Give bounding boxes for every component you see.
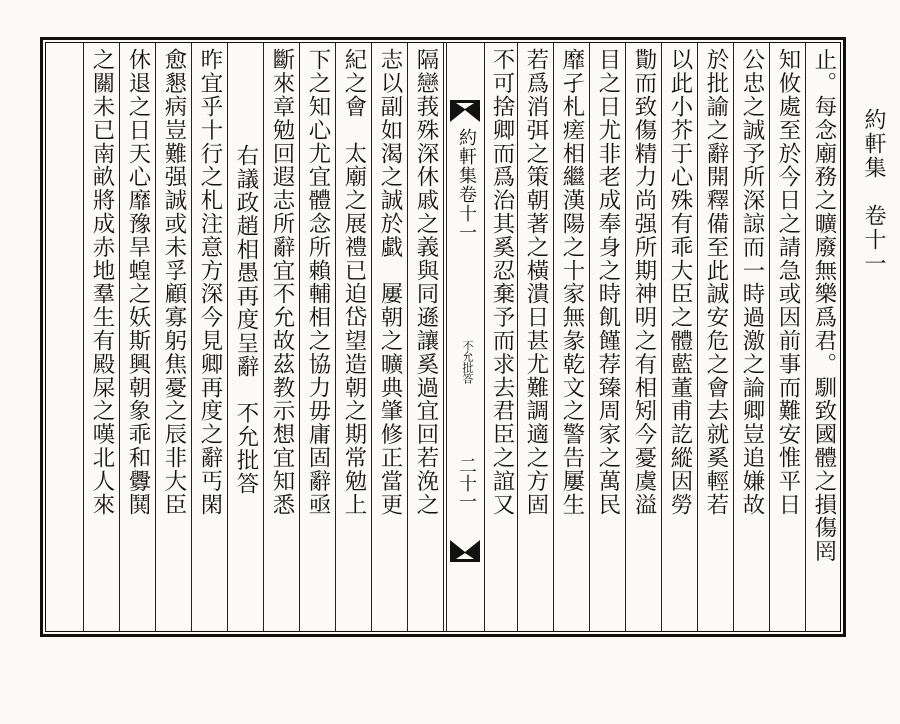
- column-rule: [407, 43, 408, 631]
- center-page-number: 二十一: [456, 456, 477, 510]
- column-rule: [805, 43, 806, 631]
- text-column: 志以副如渴之誠於戱 屢朝之曠典肇修正當更: [377, 48, 403, 516]
- upper-fish-tail-icon: [450, 100, 480, 122]
- center-book-title: 約軒集卷十一: [456, 128, 477, 242]
- text-column: 公忠之誠予所深諒而一時過激之論卿豈追嫌故: [739, 48, 765, 516]
- center-section-label: 不允批答: [461, 340, 474, 384]
- text-column: 隔戀莪殊深休戚之義與同遜讓奚過宜回若浼之: [413, 48, 439, 516]
- text-column: 若爲消弭之策朝著之橫潰日甚尤難調適之方固: [523, 48, 549, 516]
- text-column: 斷來章勉回遐志所辭宜不允故茲教示想宜知悉: [269, 48, 295, 516]
- text-column: 愈懇病豈難强誠或未孚顧寡躬焦憂之辰非大臣: [161, 48, 187, 516]
- column-rule: [263, 43, 264, 631]
- column-rule: [443, 43, 444, 631]
- column-rule: [191, 43, 192, 631]
- text-column: 之關未已南畝將成赤地羣生有殿屎之嘆北人來: [89, 48, 115, 516]
- text-column: 目之日尤非老成奉身之時飢饉荐臻周家之萬民: [595, 48, 621, 516]
- text-column: 靡孑札瘥相繼漢陽之十家無彖乾文之警告屢生: [559, 48, 585, 516]
- column-rule: [371, 43, 372, 631]
- column-rule: [625, 43, 626, 631]
- column-rule: [661, 43, 662, 631]
- text-column: 勩而致傷精力尚强所期神明之有相矧今憂虞溢: [631, 48, 657, 516]
- column-rule: [589, 43, 590, 631]
- text-column: 昨宜乎十行之札注意方深今見卿再度之辭丐閑: [197, 48, 223, 516]
- text-column: 於批諭之辭開釋備至此誠安危之會去就奚輕若: [703, 48, 729, 516]
- column-rule: [119, 43, 120, 631]
- column-rule: [769, 43, 770, 631]
- text-column: 不可捨卿而爲治其奚忍棄予而求去君臣之誼又: [489, 48, 515, 516]
- text-column: 紀之會 太廟之展禮已迫岱望造朝之期常勉上: [341, 48, 367, 516]
- text-column: 止。每念廟務之曠廢無樂爲君。馴致國體之損傷罔: [811, 48, 837, 563]
- column-rule: [155, 43, 156, 631]
- column-rule: [299, 43, 300, 631]
- column-rule: [227, 43, 228, 631]
- text-column: 休退之日天心靡豫旱蝗之妖斯興朝象乖和釁鬨: [125, 48, 151, 516]
- column-rule: [553, 43, 554, 631]
- lower-fish-tail-icon: [450, 540, 480, 562]
- section-heading: 右議政趙相愚再度呈辭 不允批答: [233, 144, 259, 495]
- column-rule: [697, 43, 698, 631]
- text-column: 下之知心尤宜體念所賴輔相之協力毋庸固辭亟: [305, 48, 331, 516]
- column-rule: [335, 43, 336, 631]
- text-column: 知攸處至於今日之請急或因前事而難安惟平日: [775, 48, 801, 516]
- text-column: 以此小芥于心殊有乖大臣之體藍董甫訖縱因勞: [667, 48, 693, 516]
- column-rule: [83, 43, 84, 631]
- column-rule: [733, 43, 734, 631]
- margin-header: 約軒集 卷十一: [861, 108, 886, 276]
